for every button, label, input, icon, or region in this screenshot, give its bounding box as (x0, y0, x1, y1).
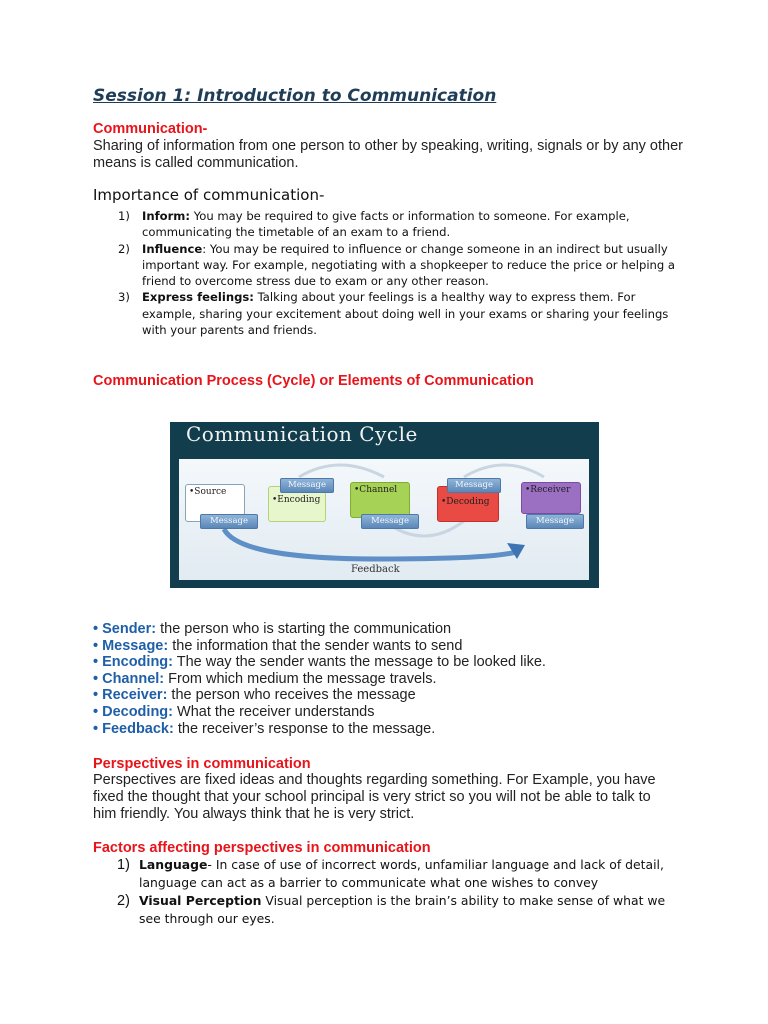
list-number: 2) (118, 241, 130, 256)
element-term: • Sender: (93, 621, 157, 637)
list-item (117, 892, 677, 928)
list-text: Talking about your feelings is a healthy way to express them. For example, sharing your excitement about doing well in your exams or sharing your feelings with your parents and friends. (142, 290, 669, 338)
factor-term: Visual Perception (139, 893, 262, 908)
message-tag: Message (526, 514, 584, 529)
elements-list (93, 621, 546, 737)
list-item (93, 687, 546, 704)
perspectives-text: Perspectives are fixed ideas and thoughts regarding something. For Example, you have fixed the thought that your school principal is very strict so you will not be able to talk to him friendly. You always think that he is very strict. (93, 772, 656, 822)
factor-term: Language (139, 857, 208, 872)
message-tag: Message (361, 514, 419, 529)
arc-top-right (464, 465, 544, 477)
factors-heading: Factors affecting perspectives in communication (93, 840, 431, 856)
importance-list (118, 208, 678, 338)
message-tag: Message (447, 478, 501, 493)
list-number: 2) (117, 893, 130, 909)
element-term: • Feedback: (93, 720, 174, 737)
perspectives-heading: Perspectives in communication (93, 756, 311, 772)
element-term: • Receiver: (93, 687, 168, 704)
source-box: •Source (185, 484, 245, 522)
element-term: • Decoding: (93, 703, 173, 720)
list-number: 1) (117, 857, 130, 873)
element-text: the information that the sender wants to send (168, 637, 463, 654)
list-item (93, 638, 546, 655)
communication-definition: Sharing of information from one person to other by speaking, writing, signals or by any other means is called communication. (93, 138, 683, 171)
list-item (118, 289, 678, 338)
feedback-label: Feedback (351, 564, 400, 575)
feedback-arrow-curve (224, 529, 519, 559)
diagram-title: Communication Cycle (186, 422, 418, 446)
list-item (118, 208, 678, 241)
message-tag: Message (200, 514, 258, 529)
element-text: the person who is starting the communication (156, 621, 452, 637)
list-item (93, 671, 546, 688)
list-item (93, 621, 546, 638)
list-term: Inform: (142, 209, 191, 223)
decoding-box: •Decoding (437, 486, 499, 522)
encoding-box: •Encoding (268, 486, 326, 522)
list-number: 1) (118, 209, 130, 223)
list-item (93, 654, 546, 671)
page-title: Session 1: Introduction to Communication (93, 86, 497, 106)
factor-text: - In case of use of incorrect words, unfamiliar language and lack of detail, language can act as a barrier to communicate what one wishes to convey (139, 857, 664, 890)
importance-heading: Importance of communication- (93, 186, 325, 204)
list-item (118, 241, 678, 290)
element-text: The way the sender wants the message to be looked like. (172, 654, 546, 671)
factor-text: Visual perception is the brain’s ability to make sense of what we see through our eyes. (139, 893, 666, 926)
channel-box: •Channel (350, 482, 410, 518)
list-number: 3) (118, 290, 130, 305)
communication-heading: Communication- (93, 121, 208, 137)
list-item (117, 856, 677, 892)
diagram-panel (179, 459, 589, 580)
list-item (93, 704, 546, 721)
list-term: Express feelings: (142, 290, 254, 305)
process-heading: Communication Process (Cycle) or Elements of Communication (93, 373, 534, 389)
arc-top-left (299, 465, 384, 477)
element-text: the receiver’s response to the message. (173, 720, 436, 737)
list-text: : You may be required to influence or change someone in an indirect but usually important way. For example, negotiating with a shopkeeper to reduce the price or helping a friend to overcome stress due to exam or any other reason. (142, 241, 676, 289)
element-text: the person who receives the message (167, 687, 416, 704)
element-term: • Message: (93, 637, 169, 654)
element-term: • Encoding: (93, 654, 173, 671)
list-term: Influence (142, 241, 203, 256)
communication-cycle-diagram (170, 422, 599, 588)
list-item (93, 721, 546, 738)
element-term: • Channel: (93, 670, 165, 687)
message-tag: Message (280, 478, 334, 493)
receiver-box: •Receiver (521, 482, 581, 514)
element-text: What the receiver understands (173, 703, 375, 720)
element-text: From which medium the message travels. (164, 670, 437, 687)
list-text: You may be required to give facts or information to someone. For example, communicating the timetable of an exam to a friend. (142, 209, 630, 240)
factors-list (117, 856, 677, 928)
